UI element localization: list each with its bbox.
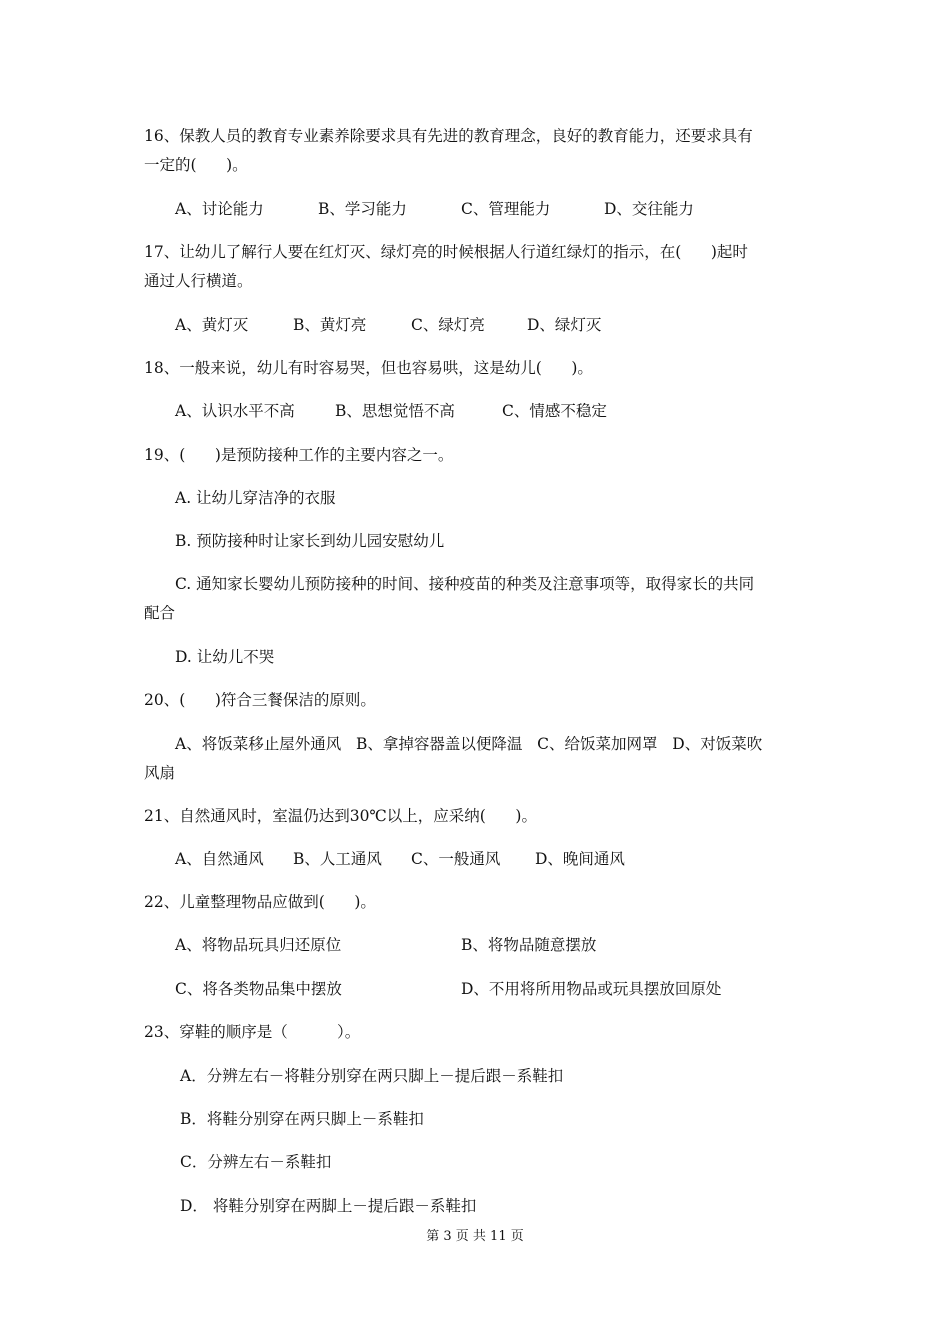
question-22-stem: 22、儿童整理物品应做到( )。	[144, 893, 376, 911]
question-16-option-d: D、交往能力	[604, 200, 694, 218]
question-17-option-d: D、绿灯灭	[527, 316, 602, 334]
question-19-option-b: B. 预防接种时让家长到幼儿园安慰幼儿	[175, 532, 445, 550]
question-16-stem: 16、保教人员的教育专业素养除要求具有先进的教育理念，良好的教育能力，还要求具有	[144, 127, 753, 145]
question-17-option-b: B、黄灯亮	[293, 316, 367, 334]
question-22-option-c: C、将各类物品集中摆放	[175, 980, 342, 998]
question-22-option-d: D、不用将所用物品或玩具摆放回原处	[461, 980, 722, 998]
question-22-option-a: A、将物品玩具归还原位	[175, 936, 342, 954]
question-21-stem: 21、自然通风时，室温仍达到30℃以上，应采纳( )。	[144, 807, 537, 825]
question-23-option-b: B．将鞋分别穿在两只脚上－系鞋扣	[180, 1110, 424, 1128]
question-23-option-a: A．分辨左右－将鞋分别穿在两只脚上－提后跟－系鞋扣	[180, 1067, 564, 1085]
question-19-option-a: A. 让幼儿穿洁净的衣服	[175, 489, 336, 507]
question-19-option-d: D. 让幼儿不哭	[175, 648, 275, 666]
question-20-options-cont: 风扇	[144, 764, 176, 782]
question-17-option-a: A、黄灯灭	[175, 316, 249, 334]
question-21-option-d: D、晚间通风	[535, 850, 625, 868]
question-16-option-c: C、管理能力	[461, 200, 551, 218]
question-18-stem: 18、一般来说，幼儿有时容易哭，但也容易哄，这是幼儿( )。	[144, 359, 593, 377]
question-19-option-c-cont: 配合	[144, 604, 176, 622]
question-20-stem: 20、( )符合三餐保洁的原则。	[144, 691, 376, 709]
question-21-option-b: B、人工通风	[293, 850, 382, 868]
question-23-option-c: C．分辨左右－系鞋扣	[180, 1153, 332, 1171]
question-22-option-b: B、将物品随意摆放	[461, 936, 597, 954]
question-17-stem: 17、让幼儿了解行人要在红灯灭、绿灯亮的时候根据人行道红绿灯的指示，在( )起时	[144, 243, 748, 261]
page-number-footer: 第 3 页 共 11 页	[426, 1229, 524, 1244]
question-21-option-a: A、自然通风	[175, 850, 264, 868]
question-18-option-b: B、思想觉悟不高	[335, 402, 455, 420]
question-18-option-a: A、认识水平不高	[175, 402, 295, 420]
question-23-stem: 23、穿鞋的顺序是（ ）。	[144, 1023, 361, 1041]
question-17-option-c: C、绿灯亮	[411, 316, 485, 334]
question-21-option-c: C、一般通风	[411, 850, 501, 868]
question-17-stem-cont: 通过人行横道。	[144, 272, 253, 290]
question-19-option-c: C. 通知家长婴幼儿预防接种的时间、接种疫苗的种类及注意事项等，取得家长的共同	[175, 575, 755, 593]
question-18-option-c: C、情感不稳定	[502, 402, 607, 420]
question-16-stem-cont: 一定的( )。	[144, 156, 248, 174]
question-20-options: A、将饭菜移止屋外通风 B、拿掉容器盖以便降温 C、给饭菜加网罩 D、对饭菜吹	[175, 735, 763, 753]
question-23-option-d: D． 将鞋分别穿在两脚上－提后跟－系鞋扣	[180, 1197, 477, 1215]
question-19-stem: 19、( )是预防接种工作的主要内容之一。	[144, 446, 454, 464]
question-16-option-b: B、学习能力	[318, 200, 407, 218]
question-16-option-a: A、讨论能力	[175, 200, 264, 218]
